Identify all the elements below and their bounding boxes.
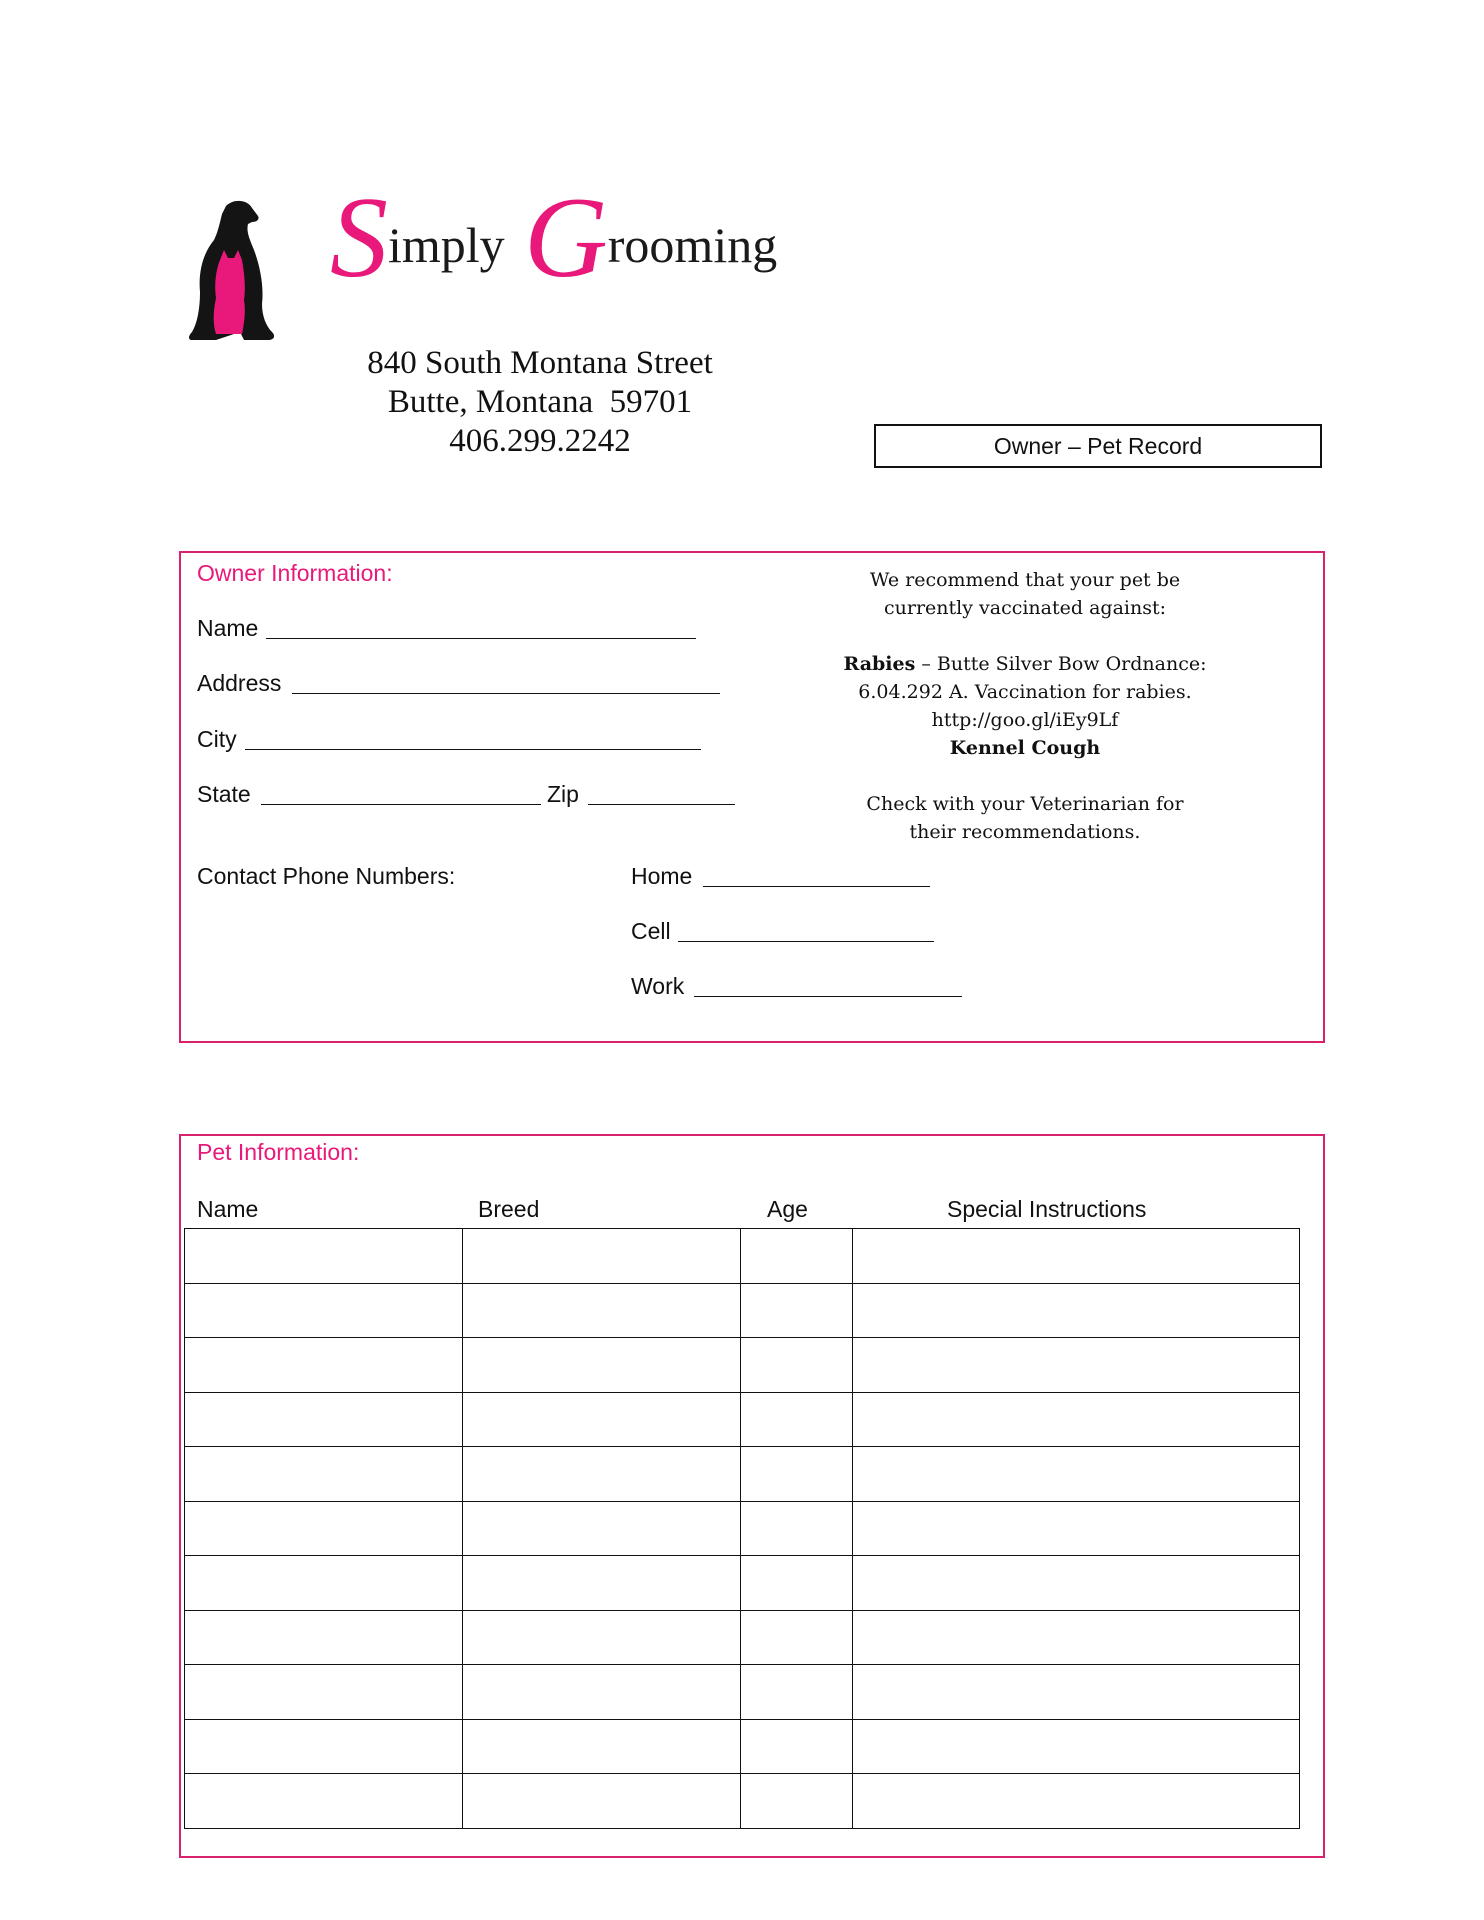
pet-age-cell[interactable] — [741, 1774, 853, 1829]
pet-breed-cell[interactable] — [463, 1774, 741, 1829]
work-phone-label: Work — [631, 973, 685, 999]
record-title: Owner – Pet Record — [993, 432, 1203, 459]
pet-name-cell[interactable] — [185, 1610, 463, 1665]
pet-instructions-cell[interactable] — [853, 1556, 1300, 1611]
owner-address-field[interactable] — [292, 693, 720, 694]
pet-instructions-cell[interactable] — [853, 1392, 1300, 1447]
pet-name-cell[interactable] — [185, 1774, 463, 1829]
pet-breed-cell[interactable] — [463, 1719, 741, 1774]
pet-name-cell[interactable] — [185, 1338, 463, 1393]
pet-breed-cell[interactable] — [463, 1556, 741, 1611]
table-row — [185, 1719, 1300, 1774]
pet-col-age: Age — [767, 1196, 808, 1222]
pet-breed-cell[interactable] — [463, 1447, 741, 1502]
rabies-label: Rabies — [843, 653, 916, 675]
pet-breed-cell[interactable] — [463, 1665, 741, 1720]
vet-check-note: Check with your Veterinarian for their recommendations. — [866, 793, 1184, 843]
brand-rest-rooming: rooming — [607, 217, 778, 273]
pet-age-cell[interactable] — [741, 1338, 853, 1393]
table-row — [185, 1392, 1300, 1447]
brand-second-word — [524, 174, 778, 302]
pet-instructions-cell[interactable] — [853, 1229, 1300, 1284]
pet-breed-cell[interactable] — [463, 1610, 741, 1665]
pet-heading: Pet Information: — [197, 1139, 360, 1165]
pet-instructions-cell[interactable] — [853, 1665, 1300, 1720]
home-phone-label: Home — [631, 863, 693, 889]
owner-heading: Owner Information: — [197, 560, 393, 586]
owner-city-field[interactable] — [245, 749, 701, 750]
owner-name-field[interactable] — [266, 638, 696, 639]
pet-instructions-cell[interactable] — [853, 1283, 1300, 1338]
pet-name-cell[interactable] — [185, 1719, 463, 1774]
contact-phone-label: Contact Phone Numbers: — [197, 863, 456, 889]
pet-information-table — [184, 1228, 1300, 1829]
owner-state-label: State — [197, 781, 251, 807]
pet-instructions-cell[interactable] — [853, 1774, 1300, 1829]
kennel-cough: Kennel Cough — [949, 737, 1101, 759]
table-row — [185, 1774, 1300, 1829]
table-row — [185, 1665, 1300, 1720]
rabies-text: – Butte Silver Bow Ordnance: — [915, 653, 1207, 675]
pet-name-cell[interactable] — [185, 1556, 463, 1611]
brand-first-word — [330, 174, 505, 302]
pet-name-cell[interactable] — [185, 1447, 463, 1502]
owner-city-label: City — [197, 726, 237, 752]
brand-rest-imply: imply — [388, 217, 505, 273]
pet-col-name: Name — [197, 1196, 259, 1222]
owner-zip-field[interactable] — [588, 804, 735, 805]
pet-breed-cell[interactable] — [463, 1392, 741, 1447]
table-row — [185, 1610, 1300, 1665]
work-phone-field[interactable] — [694, 996, 962, 997]
rabies-ref: 6.04.292 A. Vaccination for rabies. — [858, 681, 1192, 703]
table-row — [185, 1447, 1300, 1502]
pet-age-cell[interactable] — [741, 1229, 853, 1284]
vaccine-recommendations — [790, 566, 1260, 846]
home-phone-field[interactable] — [703, 886, 930, 887]
pet-col-special-instructions: Special Instructions — [947, 1196, 1147, 1222]
record-title-box — [874, 424, 1322, 468]
address-city: Butte, Montana 59701 — [387, 384, 693, 420]
pet-age-cell[interactable] — [741, 1283, 853, 1338]
brand-initial-s: S — [330, 174, 388, 302]
pet-breed-cell[interactable] — [463, 1501, 741, 1556]
table-row — [185, 1556, 1300, 1611]
pet-age-cell[interactable] — [741, 1447, 853, 1502]
pet-age-cell[interactable] — [741, 1665, 853, 1720]
cell-phone-field[interactable] — [678, 941, 934, 942]
pet-name-cell[interactable] — [185, 1665, 463, 1720]
pet-instructions-cell[interactable] — [853, 1447, 1300, 1502]
pet-name-cell[interactable] — [185, 1229, 463, 1284]
pet-age-cell[interactable] — [741, 1501, 853, 1556]
pet-instructions-cell[interactable] — [853, 1338, 1300, 1393]
pet-instructions-cell[interactable] — [853, 1610, 1300, 1665]
table-row — [185, 1501, 1300, 1556]
pet-age-cell[interactable] — [741, 1719, 853, 1774]
owner-state-field[interactable] — [261, 804, 541, 805]
pet-name-cell[interactable] — [185, 1392, 463, 1447]
address-phone: 406.299.2242 — [449, 423, 631, 459]
owner-zip-label: Zip — [547, 781, 579, 807]
pet-instructions-cell[interactable] — [853, 1501, 1300, 1556]
pet-breed-cell[interactable] — [463, 1338, 741, 1393]
table-row — [185, 1338, 1300, 1393]
pet-name-cell[interactable] — [185, 1501, 463, 1556]
owner-address-label: Address — [197, 670, 282, 696]
brand-initial-g: G — [524, 174, 608, 302]
business-address — [330, 344, 750, 461]
pet-age-cell[interactable] — [741, 1392, 853, 1447]
address-street: 840 South Montana Street — [367, 345, 713, 381]
table-row — [185, 1229, 1300, 1284]
rabies-line — [790, 650, 1260, 678]
pet-age-cell[interactable] — [741, 1610, 853, 1665]
pet-breed-cell[interactable] — [463, 1229, 741, 1284]
pet-age-cell[interactable] — [741, 1556, 853, 1611]
vaccine-intro: We recommend that your pet be currently vaccinated against: — [869, 569, 1181, 619]
pet-col-breed: Breed — [478, 1196, 540, 1222]
rabies-url[interactable]: http://goo.gl/iEy9Lf — [931, 709, 1119, 731]
pet-name-cell[interactable] — [185, 1283, 463, 1338]
pet-instructions-cell[interactable] — [853, 1719, 1300, 1774]
owner-name-label: Name — [197, 615, 259, 641]
table-row — [185, 1283, 1300, 1338]
cell-phone-label: Cell — [631, 918, 671, 944]
pet-breed-cell[interactable] — [463, 1283, 741, 1338]
dog-and-cat-silhouette-icon — [186, 200, 276, 342]
